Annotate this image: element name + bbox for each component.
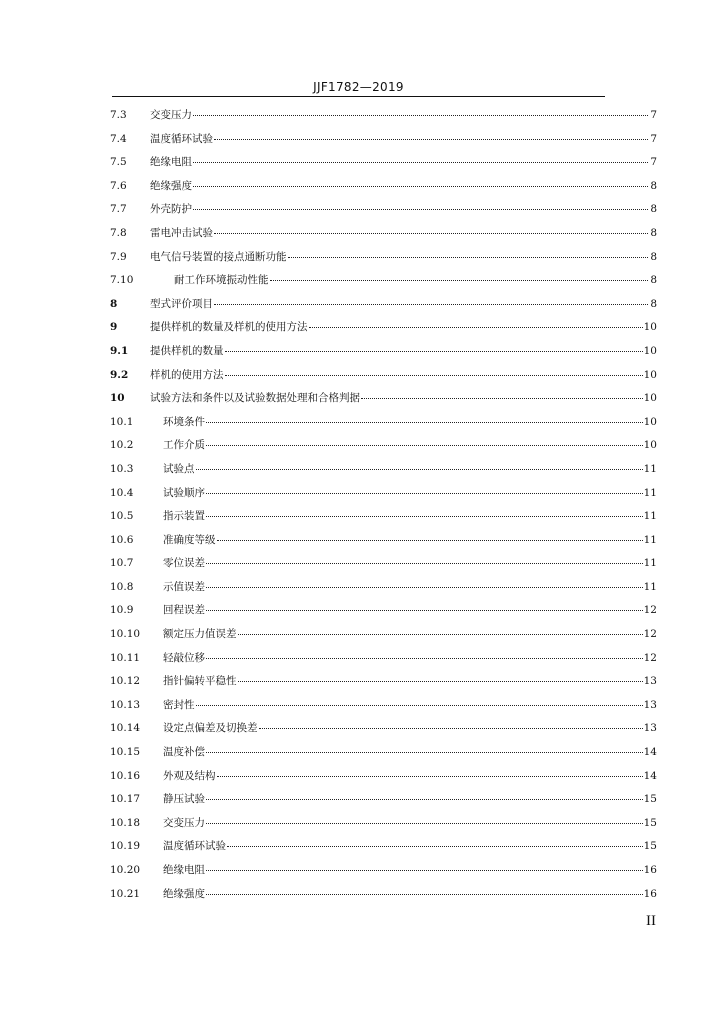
toc-entry-number: 10.21 — [110, 887, 141, 900]
toc-entry-number: 7.3 — [110, 109, 127, 121]
document-code-header: JJF1782—2019 — [313, 80, 404, 94]
toc-entry-page: 11 — [643, 557, 657, 570]
toc-entry-page: 12 — [643, 628, 657, 641]
toc-entry-number: 10.20 — [110, 864, 141, 876]
dot-leader — [214, 304, 648, 305]
toc-entry[interactable] — [110, 579, 657, 603]
toc-entry-number: 10.19 — [110, 840, 141, 853]
toc-entry-page: 16 — [643, 887, 657, 900]
dot-leader — [217, 540, 643, 541]
toc-entry[interactable] — [110, 249, 657, 273]
toc-entry-page: 10 — [643, 415, 657, 428]
table-of-contents — [110, 107, 657, 909]
toc-entry-title[interactable]: 交变压力 — [150, 109, 192, 121]
toc-entry-number: 10.17 — [110, 793, 141, 806]
toc-entry[interactable] — [110, 768, 657, 792]
toc-entry[interactable] — [110, 131, 657, 155]
toc-entry-title[interactable]: 温度循环试验 — [150, 132, 213, 145]
toc-entry[interactable] — [110, 508, 657, 532]
toc-entry[interactable] — [110, 697, 657, 721]
toc-entry-page: 10 — [643, 344, 657, 357]
toc-entry-title[interactable]: 耐工作环境振动性能 — [174, 274, 269, 287]
toc-entry[interactable] — [110, 862, 657, 886]
toc-entry-number: 10.16 — [110, 769, 141, 782]
toc-entry-page: 11 — [643, 533, 657, 546]
toc-entry-number: 7.4 — [110, 132, 127, 145]
toc-entry[interactable] — [110, 815, 657, 839]
toc-entry-number: 7.10 — [110, 274, 134, 287]
toc-entry[interactable] — [110, 602, 657, 626]
toc-entry[interactable] — [110, 485, 657, 509]
toc-entry-number: 10.5 — [110, 510, 134, 523]
toc-entry-number: 10.10 — [110, 628, 141, 641]
toc-entry-page: 7 — [650, 132, 657, 145]
toc-entry-title[interactable]: 外观及结构 — [163, 769, 216, 782]
toc-entry-title[interactable]: 额定压力值误差 — [163, 628, 237, 641]
toc-entry-number: 7.9 — [110, 250, 127, 263]
toc-entry[interactable] — [110, 367, 657, 391]
toc-entry[interactable] — [110, 461, 657, 485]
toc-entry-page: 7 — [650, 156, 657, 169]
dot-leader — [206, 894, 643, 895]
toc-entry[interactable] — [110, 838, 657, 862]
toc-entry-title[interactable]: 雷电冲击试验 — [150, 226, 213, 239]
toc-entry-title[interactable]: 型式评价项目 — [150, 297, 213, 310]
toc-entry-number: 10.14 — [110, 722, 141, 735]
toc-entry[interactable] — [110, 414, 657, 438]
toc-entry-number: 10.9 — [110, 604, 134, 617]
toc-entry[interactable] — [110, 555, 657, 579]
toc-entry-title[interactable]: 工作介质 — [163, 439, 205, 452]
toc-entry-number: 10 — [110, 392, 125, 405]
toc-entry[interactable] — [110, 720, 657, 744]
toc-entry-number: 7.8 — [110, 226, 127, 239]
dot-leader — [214, 139, 648, 140]
dot-leader — [238, 681, 643, 682]
toc-entry-title[interactable]: 样机的使用方法 — [150, 368, 224, 381]
dot-leader — [206, 587, 643, 588]
toc-entry-number: 10.2 — [110, 439, 134, 452]
toc-entry-title[interactable]: 试验顺序 — [163, 486, 205, 499]
toc-entry-page: 16 — [643, 864, 657, 876]
toc-entry-number: 7.7 — [110, 203, 127, 216]
toc-entry-page: 7 — [650, 109, 657, 121]
toc-entry[interactable] — [110, 343, 657, 367]
dot-leader — [214, 233, 648, 234]
dot-leader — [225, 351, 643, 352]
dot-leader — [206, 870, 643, 871]
toc-entry-page: 8 — [650, 250, 657, 263]
toc-entry[interactable] — [110, 673, 657, 697]
dot-leader — [196, 469, 643, 470]
toc-entry-title[interactable]: 试验方法和条件以及试验数据处理和合格判据 — [150, 392, 360, 405]
dot-leader — [206, 422, 643, 423]
dot-leader — [238, 634, 643, 635]
toc-entry-title[interactable]: 指针偏转平稳性 — [163, 675, 237, 688]
toc-entry-number: 10.18 — [110, 816, 141, 829]
toc-entry[interactable] — [110, 744, 657, 768]
toc-entry-title[interactable]: 提供样机的数量 — [150, 344, 224, 357]
toc-entry-page: 11 — [643, 510, 657, 523]
toc-entry-number: 8 — [110, 297, 118, 310]
toc-entry-title[interactable]: 准确度等级 — [163, 533, 216, 546]
toc-entry-title[interactable]: 温度循环试验 — [163, 840, 226, 853]
toc-entry-number: 10.3 — [110, 462, 134, 475]
toc-entry-page: 8 — [650, 274, 657, 287]
toc-entry[interactable] — [110, 201, 657, 225]
toc-entry-number: 10.15 — [110, 746, 141, 759]
toc-entry[interactable] — [110, 437, 657, 461]
dot-leader — [206, 516, 643, 517]
toc-entry-title[interactable]: 示值误差 — [163, 580, 205, 593]
toc-entry-page: 11 — [643, 580, 657, 593]
toc-entry-page: 11 — [643, 462, 657, 475]
toc-entry-page: 10 — [643, 321, 657, 334]
dot-leader — [206, 823, 643, 824]
page-number: II — [646, 913, 656, 929]
dot-leader — [193, 186, 648, 187]
toc-entry[interactable] — [110, 107, 657, 131]
toc-entry-number: 10.12 — [110, 675, 141, 688]
toc-entry-page: 11 — [643, 486, 657, 499]
toc-entry-title[interactable]: 零位误差 — [163, 557, 205, 570]
dot-leader — [206, 445, 643, 446]
toc-entry[interactable] — [110, 791, 657, 815]
toc-entry-page: 8 — [650, 297, 657, 310]
dot-leader — [227, 846, 643, 847]
dot-leader — [206, 658, 643, 659]
toc-entry-title[interactable]: 设定点偏差及切换差 — [163, 722, 258, 735]
toc-entry-page: 10 — [643, 392, 657, 405]
toc-entry-page: 15 — [643, 816, 657, 829]
dot-leader — [206, 610, 643, 611]
toc-entry-page: 15 — [643, 840, 657, 853]
toc-entry-title[interactable]: 试验点 — [163, 462, 195, 475]
toc-entry-number: 10.4 — [110, 486, 134, 499]
toc-entry-page: 10 — [643, 439, 657, 452]
dot-leader — [309, 327, 643, 328]
toc-entry-page: 14 — [643, 746, 657, 759]
toc-entry[interactable] — [110, 532, 657, 556]
toc-entry[interactable] — [110, 650, 657, 674]
toc-entry-title[interactable]: 轻敲位移 — [163, 651, 205, 664]
dot-leader — [225, 375, 643, 376]
toc-entry[interactable] — [110, 272, 657, 296]
dot-leader — [206, 493, 643, 494]
toc-entry-number: 10.1 — [110, 415, 134, 428]
dot-leader — [196, 705, 643, 706]
dot-leader — [193, 115, 648, 116]
toc-entry-number: 10.11 — [110, 651, 141, 664]
dot-leader — [206, 563, 643, 564]
dot-leader — [217, 776, 643, 777]
toc-entry-title[interactable]: 绝缘强度 — [150, 179, 192, 192]
toc-entry-number: 10.7 — [110, 557, 134, 570]
toc-entry-title[interactable]: 绝缘强度 — [163, 887, 205, 900]
toc-entry-page: 14 — [643, 769, 657, 782]
toc-entry[interactable] — [110, 390, 657, 414]
toc-entry-page: 12 — [643, 651, 657, 664]
toc-entry[interactable] — [110, 296, 657, 320]
toc-entry-title[interactable]: 外壳防护 — [150, 203, 192, 216]
toc-entry-title[interactable]: 温度补偿 — [163, 746, 205, 759]
toc-entry-page: 8 — [650, 203, 657, 216]
toc-entry-number: 9.1 — [110, 344, 129, 357]
toc-entry[interactable] — [110, 886, 657, 910]
toc-entry-title[interactable]: 提供样机的数量及样机的使用方法 — [150, 321, 308, 334]
toc-entry-title[interactable]: 指示装置 — [163, 510, 205, 523]
dot-leader — [206, 752, 643, 753]
toc-entry-title[interactable]: 密封性 — [163, 698, 195, 711]
toc-entry-page: 8 — [650, 226, 657, 239]
dot-leader — [193, 209, 648, 210]
toc-entry-page: 13 — [643, 675, 657, 688]
toc-entry-title[interactable]: 交变压力 — [163, 816, 205, 829]
toc-entry[interactable] — [110, 154, 657, 178]
toc-entry-page: 13 — [643, 698, 657, 711]
toc-entry-number: 10.13 — [110, 698, 141, 711]
toc-entry-title[interactable]: 回程误差 — [163, 604, 205, 617]
header-rule — [112, 96, 605, 97]
toc-entry-title[interactable]: 静压试验 — [163, 793, 205, 806]
toc-entry-number: 7.5 — [110, 156, 127, 169]
dot-leader — [206, 799, 643, 800]
toc-entry-number: 9 — [110, 321, 118, 334]
toc-entry-number: 10.6 — [110, 533, 134, 546]
toc-entry-number: 9.2 — [110, 368, 129, 381]
toc-entry-number: 10.8 — [110, 580, 134, 593]
toc-entry-title[interactable]: 环境条件 — [163, 415, 205, 428]
toc-entry[interactable] — [110, 178, 657, 202]
dot-leader — [288, 257, 649, 258]
toc-entry-page: 13 — [643, 722, 657, 735]
dot-leader — [193, 162, 648, 163]
toc-entry-number: 7.6 — [110, 179, 127, 192]
toc-entry[interactable] — [110, 225, 657, 249]
toc-entry-page: 12 — [643, 604, 657, 617]
toc-entry-title[interactable]: 绝缘电阻 — [163, 864, 205, 876]
toc-entry[interactable] — [110, 319, 657, 343]
dot-leader — [361, 398, 643, 399]
toc-entry-page: 8 — [650, 179, 657, 192]
toc-entry[interactable] — [110, 626, 657, 650]
dot-leader — [259, 728, 643, 729]
toc-entry-title[interactable]: 绝缘电阻 — [150, 156, 192, 169]
toc-entry-title[interactable]: 电气信号装置的接点通断功能 — [150, 250, 287, 263]
toc-entry-page: 10 — [643, 368, 657, 381]
dot-leader — [270, 280, 649, 281]
toc-entry-page: 15 — [643, 793, 657, 806]
